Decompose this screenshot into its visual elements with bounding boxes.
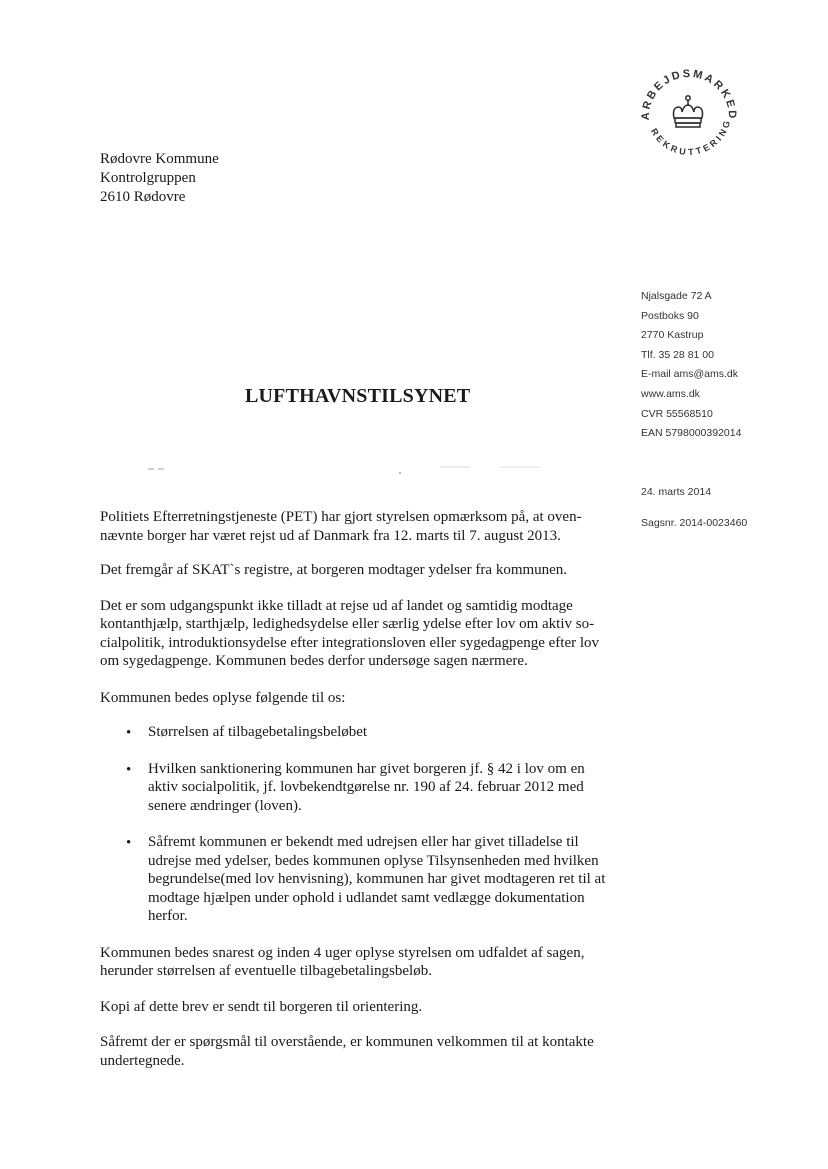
letter-body — [100, 508, 612, 1070]
paragraph-deadline: Kommunen bedes snarest og inden 4 uger oplyse styrelsen om udfaldet af sagen, herunder størrelsen af eventuelle tilbagebetalingsbeløb. — [100, 944, 585, 979]
paragraph-skat-registry: Det fremgår af SKAT`s registre, at borgeren modtager ydelser fra kommunen. — [100, 562, 568, 578]
sender-ean: EAN 5798000392014 — [641, 427, 742, 440]
recipient-postal-city: 2610 Rødovre — [100, 189, 186, 205]
sender-postal-city: 2770 Kastrup — [641, 329, 704, 342]
sender-phone: Tlf. 35 28 81 00 — [641, 348, 714, 361]
agency-seal-logo — [630, 62, 748, 180]
paragraph-pet-notice: Politiets Efterretningstjeneste (PET) har gjort styrelsen opmærksom på, at oven-nævnte borger har været rejst ud af Danmark fra 12. marts til 7. august 2013. — [100, 509, 582, 544]
list-item — [100, 723, 612, 742]
recipient-department: Kontrolgruppen — [100, 170, 196, 186]
list-item-text: Størrelsen af tilbagebetalingsbeløbet — [148, 724, 368, 740]
paragraph-copy-notice: Kopi af dette brev er sendt til borgeren til orientering. — [100, 998, 423, 1015]
request-list — [100, 723, 612, 926]
sender-email: E-mail ams@ams.dk — [641, 368, 739, 381]
recipient-address — [100, 150, 219, 207]
paragraph-request-intro: Kommunen bedes oplyse følgende til os: — [100, 689, 346, 706]
list-item-text: Hvilken sanktionering kommunen har givet borgeren jf. § 42 i lov om en aktiv socialpolitik, jf. lovbekendtgørelse nr. 190 af 24. februar 2012 med senere ændringer (loven). — [148, 760, 585, 814]
sender-contact-block — [641, 287, 741, 444]
list-item — [100, 833, 612, 926]
bullet-icon: • — [126, 835, 132, 851]
sender-website: www.ams.dk — [641, 387, 700, 400]
svg-text:ARBEJDSMARKED: ARBEJDSMARKED — [639, 67, 739, 121]
recipient-name: Rødovre Kommune — [100, 151, 219, 167]
paragraph-contact: Såfremt der er spørgsmål til overstående, er kommunen velkommen til at kontakte undertegnede. — [100, 1034, 594, 1069]
scan-noise-marks — [140, 462, 560, 474]
bullet-icon: • — [126, 725, 132, 741]
paragraph-rules: Det er som udgangspunkt ikke tilladt at rejse ud af landet og samtidig modtage kontanthjælp, starthjælp, ledighedsydelse eller særlig ydelse efter lov om aktiv so-cialpolitik, introduktionsydelse efter integrationsloven eller sygedagpenge efter lov om sygedagpenge. Kommunen bedes derfor undersøge sagen nærmere. — [100, 597, 600, 669]
bullet-icon: • — [126, 761, 132, 778]
sender-street: Njalsgade 72 A — [641, 290, 712, 302]
list-item — [100, 760, 612, 816]
case-number: Sagsnr. 2014-0023460 — [641, 517, 748, 529]
sender-cvr: CVR 55568510 — [641, 407, 713, 420]
list-item-text: Såfremt kommunen er bekendt med udrejsen eller har givet tilladelse til udrejse med ydelser, bedes kommunen oplyse Tilsynsenheden med hvilken begrundelse(med lov henvisning), kommunen har givet modtageren ret til at modtage hjælpen under ophold i udlandet samt vedlægge dokumentation herfor. — [148, 834, 606, 924]
letter-title: LUFTHAVNSTILSYNET — [245, 385, 471, 407]
svg-text:REKRUTTERING: REKRUTTERING — [648, 116, 733, 158]
crown-seal-icon — [630, 62, 748, 180]
letter-date: 24. marts 2014 — [641, 486, 712, 498]
sender-po-box: Postboks 90 — [641, 309, 699, 322]
